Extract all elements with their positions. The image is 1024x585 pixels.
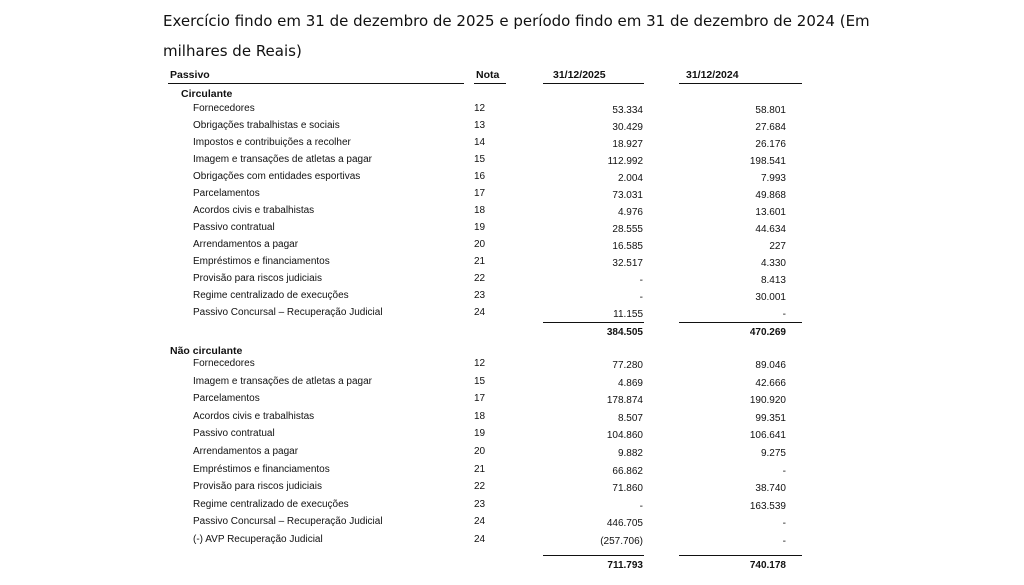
row-value-2025: 446.705 [606, 518, 643, 530]
row-value-2024: 7.993 [760, 173, 786, 184]
row-nota: 22 [474, 273, 486, 284]
row-label: Obrigações com entidades esportivas [193, 171, 361, 182]
row-nota: 22 [474, 481, 486, 493]
row-value-2024: 42.666 [755, 377, 786, 389]
row-value-2025: 112.992 [607, 156, 643, 167]
row-value-2025: 28.555 [612, 224, 643, 235]
row-label: Arrendamentos a pagar [193, 446, 299, 457]
table-row [0, 411, 1024, 427]
row-label: Impostos e contribuições a recolher [193, 137, 351, 148]
table-row [0, 393, 1024, 409]
row-value-2025: 104.860 [606, 430, 643, 442]
row-label: Parcelamentos [193, 393, 260, 405]
header-2024: 31/12/2024 [686, 69, 739, 81]
row-value-2024: - [782, 309, 786, 320]
header-nota: Nota [476, 69, 500, 81]
row-nota: 24 [474, 307, 486, 318]
row-nota: 24 [474, 516, 486, 528]
table-row [0, 481, 1024, 497]
table-row [0, 137, 1024, 153]
row-nota: 19 [474, 222, 486, 233]
row-value-2024: 198.541 [749, 156, 786, 167]
table-row [0, 446, 1024, 462]
header-passivo: Passivo [170, 69, 210, 81]
row-value-2025: 66.862 [612, 465, 643, 477]
header-underline-2024 [679, 83, 802, 84]
row-label: Regime centralizado de execuções [193, 498, 349, 510]
row-label: Provisão para riscos judiciais [193, 273, 322, 284]
total-nao-circulante-2025: 711.793 [607, 560, 643, 571]
row-label: Passivo contratual [193, 222, 275, 233]
header-underline-nota [474, 83, 506, 84]
row-value-2025: 16.585 [612, 241, 643, 252]
row-nota: 20 [474, 446, 486, 457]
row-label: Fornecedores [193, 103, 255, 114]
row-label: Provisão para riscos judiciais [193, 481, 322, 493]
row-value-2025: 8.507 [617, 412, 643, 424]
row-label: Acordos civis e trabalhistas [193, 410, 315, 422]
table-row [0, 516, 1024, 532]
row-nota: 18 [474, 410, 486, 422]
row-value-2025: 9.882 [617, 448, 643, 459]
row-label: Acordos civis e trabalhistas [193, 205, 315, 216]
row-value-2024: 30.001 [755, 292, 786, 303]
header-underline-2025 [543, 83, 644, 84]
row-nota: 23 [474, 498, 486, 510]
row-label: Imagem e transações de atletas a pagar [193, 154, 372, 165]
row-value-2024: 44.634 [755, 224, 786, 235]
row-nota: 14 [474, 137, 486, 148]
row-value-2024: 89.046 [755, 360, 786, 371]
row-value-2024: 227 [769, 241, 786, 252]
row-value-2025: 53.334 [612, 105, 643, 116]
statement-title: Exercício findo em 31 de dezembro de 2025 e período findo em 31 de dezembro de 2024 (Em milhares de Reais) [163, 12, 870, 60]
row-nota: 19 [474, 428, 486, 440]
row-label: Passivo Concursal – Recuperação Judicial [193, 307, 383, 318]
row-value-2025: 2.004 [617, 173, 643, 184]
row-value-2025: - [639, 500, 643, 512]
row-nota: 12 [474, 103, 486, 114]
row-label: Imagem e transações de atletas a pagar [193, 375, 372, 387]
total-line-2024 [679, 555, 802, 556]
row-value-2025: 32.517 [612, 258, 643, 269]
row-value-2025: (257.706) [600, 536, 643, 547]
header-2025: 31/12/2025 [553, 69, 606, 81]
row-value-2025: 71.860 [612, 483, 643, 495]
row-label: Obrigações trabalhistas e sociais [193, 120, 340, 131]
row-value-2024: 26.176 [755, 139, 786, 150]
row-nota: 20 [474, 239, 486, 250]
row-value-2024: 106.641 [749, 430, 786, 442]
row-value-2025: - [639, 292, 643, 303]
row-nota: 24 [474, 534, 486, 545]
table-row [0, 464, 1024, 480]
table-row [0, 239, 1024, 255]
row-value-2025: 77.280 [612, 360, 643, 371]
row-value-2024: 49.868 [755, 190, 786, 201]
table-row [0, 256, 1024, 272]
row-label: (-) AVP Recuperação Judicial [193, 534, 323, 545]
row-label: Empréstimos e financiamentos [193, 463, 330, 475]
table-row [0, 103, 1024, 119]
row-nota: 23 [474, 290, 486, 301]
table-row [0, 171, 1024, 187]
row-value-2025: 73.031 [612, 190, 643, 201]
row-value-2025: - [639, 275, 643, 286]
row-nota: 15 [474, 375, 486, 387]
table-row [0, 154, 1024, 170]
row-nota: 16 [474, 171, 486, 182]
subtotal-line-2025 [543, 322, 644, 323]
table-row [0, 290, 1024, 306]
row-value-2024: 8.413 [760, 275, 786, 286]
row-value-2024: - [782, 518, 786, 530]
row-nota: 17 [474, 188, 486, 199]
row-value-2024: 163.539 [749, 500, 786, 512]
row-label: Fornecedores [193, 358, 255, 369]
total-nao-circulante-2024: 740.178 [749, 560, 786, 571]
row-value-2024: 13.601 [755, 207, 786, 218]
table-row [0, 273, 1024, 289]
row-value-2025: 4.869 [617, 377, 643, 389]
row-value-2025: 4.976 [617, 207, 643, 218]
row-value-2024: 4.330 [760, 258, 786, 269]
row-value-2024: 99.351 [755, 412, 786, 424]
row-nota: 18 [474, 205, 486, 216]
table-row [0, 222, 1024, 238]
row-nota: 12 [474, 358, 486, 369]
row-value-2024: 190.920 [749, 395, 786, 407]
row-nota: 21 [474, 463, 486, 475]
row-label: Regime centralizado de execuções [193, 290, 349, 301]
table-row [0, 188, 1024, 204]
table-row [0, 376, 1024, 392]
row-label: Arrendamentos a pagar [193, 239, 299, 250]
row-value-2024: - [782, 536, 786, 547]
row-value-2024: 27.684 [755, 122, 786, 133]
table-row [0, 205, 1024, 221]
row-nota: 13 [474, 120, 486, 131]
table-row [0, 534, 1024, 550]
row-value-2024: 58.801 [755, 105, 786, 116]
row-label: Parcelamentos [193, 188, 260, 199]
total-circulante-2024: 470.269 [749, 327, 786, 338]
row-value-2025: 178.874 [606, 395, 643, 407]
row-value-2025: 30.429 [612, 122, 643, 133]
table-row [0, 358, 1024, 374]
section-nao-circulante: Não circulante [170, 345, 243, 357]
row-value-2025: 11.155 [613, 309, 643, 320]
table-row [0, 428, 1024, 444]
header-underline-passivo [168, 83, 464, 84]
row-value-2024: 9.275 [760, 448, 786, 459]
row-value-2025: 18.927 [612, 139, 643, 150]
row-label: Empréstimos e financiamentos [193, 256, 330, 267]
total-circulante-2025: 384.505 [606, 327, 643, 338]
row-value-2024: 38.740 [755, 483, 786, 495]
subtotal-line-2024 [679, 322, 802, 323]
section-circulante: Circulante [181, 88, 233, 100]
row-value-2024: - [782, 465, 786, 477]
total-line-2025 [543, 555, 644, 556]
table-row [0, 120, 1024, 136]
row-nota: 21 [474, 256, 486, 267]
table-row [0, 307, 1024, 323]
row-nota: 15 [474, 154, 486, 165]
table-row [0, 499, 1024, 515]
row-label: Passivo contratual [193, 428, 275, 440]
row-nota: 17 [474, 393, 486, 405]
row-label: Passivo Concursal – Recuperação Judicial [193, 516, 383, 528]
